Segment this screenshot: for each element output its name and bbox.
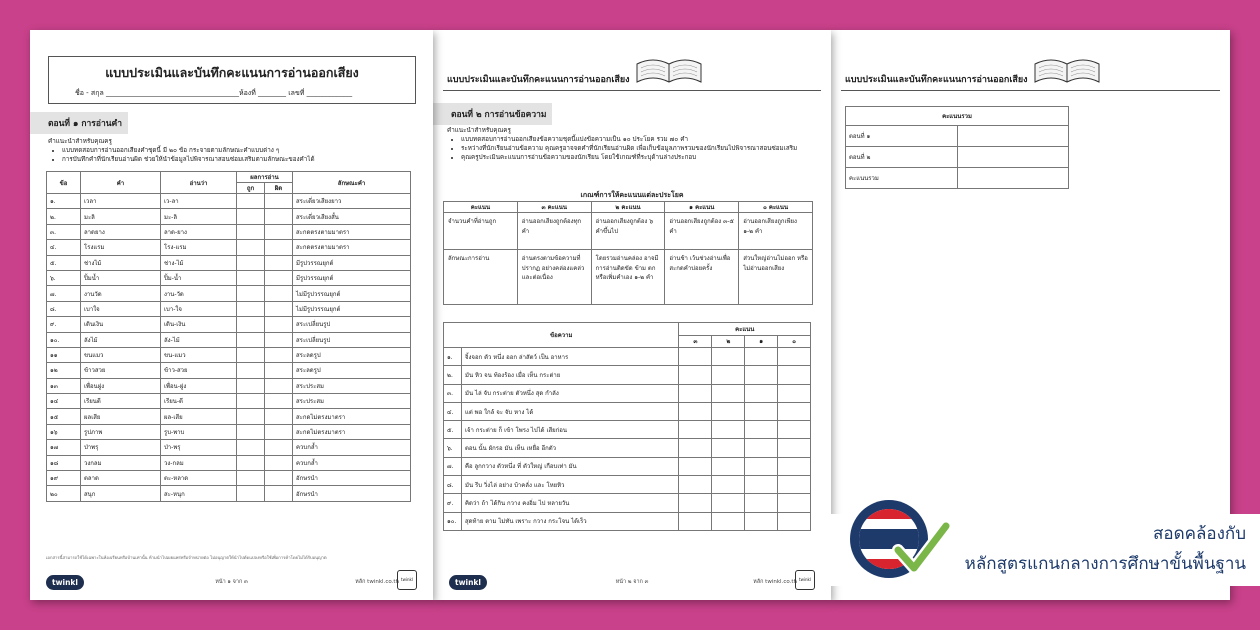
row-number: ๒๐ (47, 486, 81, 501)
check-mark-icon (892, 520, 950, 576)
row-number: ๑๑ (47, 347, 81, 362)
wrong-checkbox[interactable] (265, 455, 293, 470)
table-row (47, 224, 411, 239)
sentence-number: ๗. (444, 457, 462, 475)
sentence-number: ๓. (444, 384, 462, 402)
row-number: ๑๙ (47, 471, 81, 486)
pronunciation: ข้าว-สวย (161, 363, 237, 378)
word: สนุก (81, 486, 161, 501)
word-type: ไม่มีรูปวรรณยุกต์ (293, 286, 411, 301)
sentence-row (444, 439, 811, 457)
copyright-notice: เอกสารนี้สามารถใช้ได้เฉพาะในห้องเรียนหรือบ้านเท่านั้น ห้ามนำไปเผยแพร่หรือจำหน่ายต่อ ไม่อนุญาตให้นำไปดัดแปลงหรือใช้เพื่อการค้าโดยไม่ได้รับอนุญาต (46, 554, 327, 560)
sentence-text: จิ้งจอก ตัว หนึ่ง ออก ล่าสัตว์ เป็น อาหาร (461, 348, 679, 366)
sentence-text: คิดว่า ถ้า ได้กิน กวาง คงอิ่ม ไป หลายวัน (461, 494, 679, 512)
wrong-checkbox[interactable] (265, 347, 293, 362)
score-cell[interactable] (712, 384, 745, 402)
score-cell[interactable] (778, 384, 811, 402)
score-cell[interactable] (958, 168, 1069, 189)
open-book-icon (633, 52, 705, 92)
page-title: แบบประเมินและบันทึกคะแนนการอ่านออกเสียง (447, 75, 630, 85)
wrong-checkbox[interactable] (265, 378, 293, 393)
scoring-criteria-table (443, 201, 813, 305)
score-cell[interactable] (745, 476, 778, 494)
correct-checkbox[interactable] (237, 394, 265, 409)
score-cell[interactable] (712, 476, 745, 494)
word-type: มีรูปวรรณยุกต์ (293, 255, 411, 270)
sentence-text: คือ ลูกกวาง ตัวหนึ่ง ที่ ตัวใหญ่ เกือบเท่า มัน (461, 457, 679, 475)
word: ผลเสีย (81, 409, 161, 424)
total-row-label: ตอนที่ ๒ (846, 147, 958, 168)
col-header-wrong: ผิด (265, 183, 293, 194)
word: ลังไม้ (81, 332, 161, 347)
row-number: ๑๘ (47, 455, 81, 470)
correct-checkbox[interactable] (237, 486, 265, 501)
word-type: ควบกล้ำ (293, 440, 411, 455)
criteria-title: เกณฑ์การให้คะแนนแต่ละประโยค (580, 191, 684, 199)
pronunciation: เดิน-เงิน (161, 317, 237, 332)
correct-checkbox[interactable] (237, 224, 265, 239)
score-cell[interactable] (712, 421, 745, 439)
wrong-checkbox[interactable] (265, 332, 293, 347)
word: มะลิ (81, 209, 161, 224)
word: ป่าพรุ (81, 440, 161, 455)
score-cell[interactable] (745, 494, 778, 512)
header-rule (443, 90, 821, 91)
sentence-text: แต่ พอ ใกล้ จะ จับ หาง ได้ (461, 402, 679, 420)
score-cell[interactable] (778, 421, 811, 439)
instruction-item: • คุณครูประเมินคะแนนการอ่านข้อความของนักเรียน โดยใช้เกณฑ์ที่ระบุด้านล่างประกอบ (461, 153, 817, 162)
page-title: แบบประเมินและบันทึกคะแนนการอ่านออกเสียง (845, 75, 1028, 85)
score-cell[interactable] (679, 494, 712, 512)
sentence-row (444, 366, 811, 384)
score-cell[interactable] (679, 457, 712, 475)
total-score-table (845, 106, 1069, 189)
criteria-cell: อ่านออกเสียงถูกเพียง ๑-๒ คำ (739, 213, 813, 250)
col-header-pronounce: อ่านว่า (161, 172, 237, 194)
word: เพื่อนฝูง (81, 378, 161, 393)
sentence-text: มัน รีบ วิ่งไล่ อย่าง บ้าคลั่ง และ โหยหิว (461, 476, 679, 494)
score-cell[interactable] (778, 476, 811, 494)
correct-checkbox[interactable] (237, 286, 265, 301)
table-row (47, 471, 411, 486)
instruction-item: • การบันทึกคำที่นักเรียนอ่านผิด ช่วยให้นำข้อมูลไปพิจารณาสอนซ่อมเสริมตามลักษณะของคำได้ (62, 155, 315, 164)
crit-header: ๓ คะแนน (517, 202, 591, 213)
sentence-row (444, 421, 811, 439)
open-book-icon (1031, 52, 1103, 92)
criteria-cell: อ่านออกเสียงถูกต้อง ๖ คำขึ้นไป (591, 213, 665, 250)
score-cell[interactable] (778, 366, 811, 384)
quality-seal-icon: twinkl (795, 570, 815, 590)
col-header-text: ข้อความ (444, 323, 679, 348)
site-url: หลัก twinkl.co.th (355, 579, 399, 585)
wrong-checkbox[interactable] (265, 270, 293, 285)
wrong-checkbox[interactable] (265, 301, 293, 316)
student-name-line: ชื่อ - สกุล ______________________________________ห้องที่ ________ เลขที่ _____________ (75, 89, 353, 97)
pronunciation: งาน-วัด (161, 286, 237, 301)
score-cell[interactable] (712, 348, 745, 366)
table-row (47, 270, 411, 285)
sentence-row (444, 348, 811, 366)
score-cell[interactable] (679, 476, 712, 494)
table-row (47, 209, 411, 224)
wrong-checkbox[interactable] (265, 209, 293, 224)
page-title: แบบประเมินและบันทึกคะแนนการอ่านออกเสียง (105, 65, 359, 80)
criteria-cell: อ่านออกเสียงถูกต้องทุกคำ (517, 213, 591, 250)
word-type: ไม่มีรูปวรรณยุกต์ (293, 301, 411, 316)
table-row (47, 240, 411, 255)
instruction-item: • แบบทดสอบการอ่านออกเสียงคำชุดนี้ มี ๒๐ ข้อ กระจายตามลักษณะคำแบบต่าง ๆ (62, 146, 315, 155)
page-number: หน้า ๑ จาก ๓ (215, 579, 248, 585)
score-cell[interactable] (745, 384, 778, 402)
instruction-item: • แบบทดสอบการอ่านออกเสียงข้อความชุดนี้แบ่งข้อความเป็น ๑๐ ประโยค รวม ๗๐ คำ (461, 135, 817, 144)
wrong-checkbox[interactable] (265, 394, 293, 409)
row-number: ๕. (47, 255, 81, 270)
score-col: ๐ (778, 335, 811, 348)
correct-checkbox[interactable] (237, 270, 265, 285)
correct-checkbox[interactable] (237, 347, 265, 362)
worksheet-page-2 (433, 30, 831, 600)
table-row (47, 255, 411, 270)
correct-checkbox[interactable] (237, 317, 265, 332)
score-col: ๑ (745, 335, 778, 348)
sentence-reading-table (443, 322, 811, 531)
correct-checkbox[interactable] (237, 255, 265, 270)
criteria-cell: อ่านออกเสียงถูกต้อง ๓-๕ คำ (665, 213, 739, 250)
wrong-checkbox[interactable] (265, 424, 293, 439)
word-type: สระลดรูป (293, 363, 411, 378)
criteria-cell: ส่วนใหญ่อ่านไม่ออก หรือไม่อ่านออกเสียง (739, 250, 813, 305)
crit-header: คะแนน (444, 202, 518, 213)
col-header-word: คำ (81, 172, 161, 194)
page-footer (449, 566, 815, 592)
sentence-number: ๙. (444, 494, 462, 512)
teacher-instructions (447, 126, 817, 162)
table-row (47, 424, 411, 439)
row-number: ๑๐. (47, 332, 81, 347)
wrong-checkbox[interactable] (265, 409, 293, 424)
word-type: สระประสม (293, 394, 411, 409)
twinkl-logo: twinkl (46, 575, 84, 590)
wrong-checkbox[interactable] (265, 224, 293, 239)
word-type: สะกดไม่ตรงมาตรา (293, 424, 411, 439)
score-cell[interactable] (778, 439, 811, 457)
header-rule (841, 90, 1220, 91)
table-row (47, 332, 411, 347)
correct-checkbox[interactable] (237, 440, 265, 455)
word-type: มีรูปวรรณยุกต์ (293, 270, 411, 285)
word-reading-table (46, 171, 411, 502)
word-type: สระประสม (293, 378, 411, 393)
row-number: ๙. (47, 317, 81, 332)
sentence-number: ๔. (444, 402, 462, 420)
correct-checkbox[interactable] (237, 409, 265, 424)
pronunciation: เว-ลา (161, 194, 237, 209)
score-cell[interactable] (679, 402, 712, 420)
pronunciation: สะ-หนุก (161, 486, 237, 501)
table-row (47, 286, 411, 301)
section-heading: ตอนที่ ๒ การอ่านข้อความ (433, 103, 552, 125)
page-number: หน้า ๒ จาก ๓ (615, 579, 649, 585)
score-cell[interactable] (679, 384, 712, 402)
wrong-checkbox[interactable] (265, 363, 293, 378)
row-number: ๑๖ (47, 424, 81, 439)
pronunciation: มะ-ลิ (161, 209, 237, 224)
word: ปิ้มน้ำ (81, 270, 161, 285)
row-number: ๑๗ (47, 440, 81, 455)
score-cell[interactable] (679, 366, 712, 384)
correct-checkbox[interactable] (237, 209, 265, 224)
sentence-number: ๖. (444, 439, 462, 457)
sentence-text: มัน ไล่ จับ กระต่าย ตัวหนึ่ง สุด กำลัง (461, 384, 679, 402)
pronunciation: ช่าง-ไม้ (161, 255, 237, 270)
table-row (47, 394, 411, 409)
score-cell[interactable] (778, 512, 811, 530)
score-cell[interactable] (712, 494, 745, 512)
pronunciation: ปิ้ม-น้ำ (161, 270, 237, 285)
wrong-checkbox[interactable] (265, 471, 293, 486)
word-type: สระเปลี่ยนรูป (293, 317, 411, 332)
sentence-number: ๕. (444, 421, 462, 439)
criteria-cell: อ่านตรงตามข้อความที่ปรากฏ อย่างคล่องแคล่วและต่อเนื่อง (517, 250, 591, 305)
sentence-text: สุดท้าย ตาม ไม่ทัน เพราะ กวาง กระโจน ได้เร็ว (461, 512, 679, 530)
instruction-item: • ระหว่างที่นักเรียนอ่านข้อความ คุณครูอาจจดคำที่นักเรียนอ่านผิด เพื่อเก็บข้อมูลภาพรวมของนักเรียนไปพิจารณาสอนซ่อมเสริม (461, 144, 817, 153)
teacher-instructions (48, 137, 315, 164)
pronunciation: เบา-ใจ (161, 301, 237, 316)
table-row (47, 317, 411, 332)
criteria-cell: โดยรวมอ่านคล่อง อาจมีการอ่านติดขัด ข้าม ตก หรือเพิ่มคำเอง ๑-๒ คำ (591, 250, 665, 305)
row-number: ๑. (47, 194, 81, 209)
word-type: อักษรนำ (293, 471, 411, 486)
score-cell[interactable] (679, 348, 712, 366)
correct-checkbox[interactable] (237, 378, 265, 393)
site-url: หลัก twinkl.co.th (753, 579, 797, 585)
pronunciation: โรง-แรม (161, 240, 237, 255)
table-row (47, 486, 411, 501)
total-row-label: ตอนที่ ๑ (846, 126, 958, 147)
word-type: สระเดี่ยวเสียงสั้น (293, 209, 411, 224)
col-header-correct: ถูก (237, 183, 265, 194)
score-cell[interactable] (712, 366, 745, 384)
score-cell[interactable] (712, 457, 745, 475)
table-row (47, 455, 411, 470)
row-number: ๗. (47, 286, 81, 301)
wrong-checkbox[interactable] (265, 317, 293, 332)
word-type: สะกดตรงตามมาตรา (293, 240, 411, 255)
word: รูปภาพ (81, 424, 161, 439)
table-row (47, 363, 411, 378)
word-type: สะกดตรงตามมาตรา (293, 224, 411, 239)
word-type: สะกดไม่ตรงมาตรา (293, 409, 411, 424)
word-type: สระเดี่ยวเสียงยาว (293, 194, 411, 209)
score-cell[interactable] (712, 402, 745, 420)
score-cell[interactable] (745, 512, 778, 530)
col-header-no: ข้อ (47, 172, 81, 194)
pronunciation: ป่า-พรุ (161, 440, 237, 455)
col-header-score: คะแนน (679, 323, 811, 336)
row-number: ๒. (47, 209, 81, 224)
correct-checkbox[interactable] (237, 363, 265, 378)
pronunciation: ลัง-ไม้ (161, 332, 237, 347)
wrong-checkbox[interactable] (265, 240, 293, 255)
word: งานวัด (81, 286, 161, 301)
sentence-text: ตอน นั้น ผักรอ มัน เห็น เหยื่อ อีกตัว (461, 439, 679, 457)
word: ขนแมว (81, 347, 161, 362)
wrong-checkbox[interactable] (265, 194, 293, 209)
section-heading: ตอนที่ ๑ การอ่านคำ (30, 112, 128, 134)
word: โรงแรม (81, 240, 161, 255)
score-cell[interactable] (778, 402, 811, 420)
word: วงกลม (81, 455, 161, 470)
crit-header: ๑ คะแนน (665, 202, 739, 213)
table-row (47, 440, 411, 455)
instructions-title: คำแนะนำสำหรับคุณครู (48, 138, 112, 145)
word: ช่างไม้ (81, 255, 161, 270)
row-number: ๑๔ (47, 394, 81, 409)
sentence-row (444, 384, 811, 402)
criteria-row (444, 250, 813, 305)
correct-checkbox[interactable] (237, 424, 265, 439)
title-box (48, 56, 416, 104)
page-footer (46, 566, 417, 592)
twinkl-logo: twinkl (449, 575, 487, 590)
table-row (47, 347, 411, 362)
word: เวลา (81, 194, 161, 209)
sentence-number: ๑. (444, 348, 462, 366)
table-row (47, 301, 411, 316)
score-col: ๓ (679, 335, 712, 348)
quality-seal-icon: twinkl (397, 570, 417, 590)
sentence-row (444, 512, 811, 530)
word: ตลาด (81, 471, 161, 486)
score-cell[interactable] (958, 126, 1069, 147)
correct-checkbox[interactable] (237, 194, 265, 209)
row-number: ๔. (47, 240, 81, 255)
word: เรียนดี (81, 394, 161, 409)
sentence-text: มัน หิว จน ท้องร้อง เมื่อ เห็น กระต่าย (461, 366, 679, 384)
score-col: ๒ (712, 335, 745, 348)
sentence-row (444, 476, 811, 494)
score-cell[interactable] (745, 402, 778, 420)
instructions-title: คำแนะนำสำหรับคุณครู (447, 127, 511, 134)
table-row (47, 194, 411, 209)
total-header: คะแนนรวม (846, 107, 1069, 126)
sentence-number: ๘. (444, 476, 462, 494)
pronunciation: ตะ-หลาด (161, 471, 237, 486)
score-cell[interactable] (712, 512, 745, 530)
sentence-number: ๑๐. (444, 512, 462, 530)
criteria-row (444, 213, 813, 250)
row-number: ๓. (47, 224, 81, 239)
pronunciation: รูบ-พาบ (161, 424, 237, 439)
row-number: ๑๕ (47, 409, 81, 424)
word-type: ควบกล้ำ (293, 455, 411, 470)
row-number: ๑๓ (47, 378, 81, 393)
score-cell[interactable] (778, 457, 811, 475)
total-row-label: คะแนนรวม (846, 168, 958, 189)
wrong-checkbox[interactable] (265, 486, 293, 501)
table-row (47, 378, 411, 393)
criteria-cell: อ่านช้า เว้นช่วงอ่านเพื่อสะกดคำบ่อยครั้ง (665, 250, 739, 305)
word-type: สระลดรูป (293, 347, 411, 362)
pronunciation: วง-กลม (161, 455, 237, 470)
wrong-checkbox[interactable] (265, 255, 293, 270)
correct-checkbox[interactable] (237, 301, 265, 316)
sentence-text: เจ้า กระต่าย ก็ เข้า โพรง ไปได้ เสียก่อน (461, 421, 679, 439)
pronunciation: ผล-เสีย (161, 409, 237, 424)
row-number: ๑๒ (47, 363, 81, 378)
score-cell[interactable] (778, 494, 811, 512)
score-cell[interactable] (745, 421, 778, 439)
row-number: ๖. (47, 270, 81, 285)
pronunciation: ขน-แมว (161, 347, 237, 362)
sentence-number: ๒. (444, 366, 462, 384)
score-cell[interactable] (745, 366, 778, 384)
table-row (47, 409, 411, 424)
badge-line-1: สอดคล้องกับ (1152, 524, 1246, 544)
row-number: ๘. (47, 301, 81, 316)
score-cell[interactable] (745, 348, 778, 366)
worksheet-page-1 (30, 30, 433, 600)
sentence-row (444, 494, 811, 512)
word: ข้าวสวย (81, 363, 161, 378)
score-cell[interactable] (679, 512, 712, 530)
correct-checkbox[interactable] (237, 240, 265, 255)
correct-checkbox[interactable] (237, 332, 265, 347)
word: เบาใจ (81, 301, 161, 316)
pronunciation: ลาด-ยาง (161, 224, 237, 239)
sentence-row (444, 402, 811, 420)
word: ลาดยาง (81, 224, 161, 239)
score-cell[interactable] (745, 439, 778, 457)
col-header-type: ลักษณะคำ (293, 172, 411, 194)
word-type: อักษรนำ (293, 486, 411, 501)
sentence-row (444, 457, 811, 475)
pronunciation: เรียน-ดี (161, 394, 237, 409)
correct-checkbox[interactable] (237, 471, 265, 486)
criteria-cell: จำนวนคำที่อ่านถูก (444, 213, 518, 250)
criteria-cell: ลักษณะการอ่าน (444, 250, 518, 305)
wrong-checkbox[interactable] (265, 286, 293, 301)
col-header-result: ผลการอ่าน (237, 172, 293, 183)
score-cell[interactable] (958, 147, 1069, 168)
crit-header: ๐ คะแนน (739, 202, 813, 213)
score-cell[interactable] (679, 421, 712, 439)
word: เดินเงิน (81, 317, 161, 332)
score-cell[interactable] (679, 439, 712, 457)
correct-checkbox[interactable] (237, 455, 265, 470)
wrong-checkbox[interactable] (265, 440, 293, 455)
pronunciation: เพื่อน-ฝูง (161, 378, 237, 393)
badge-line-2: หลักสูตรแกนกลางการศึกษาขั้นพื้นฐาน (964, 554, 1246, 574)
word-type: สระเปลี่ยนรูป (293, 332, 411, 347)
score-cell[interactable] (778, 348, 811, 366)
score-cell[interactable] (712, 439, 745, 457)
crit-header: ๒ คะแนน (591, 202, 665, 213)
score-cell[interactable] (745, 457, 778, 475)
